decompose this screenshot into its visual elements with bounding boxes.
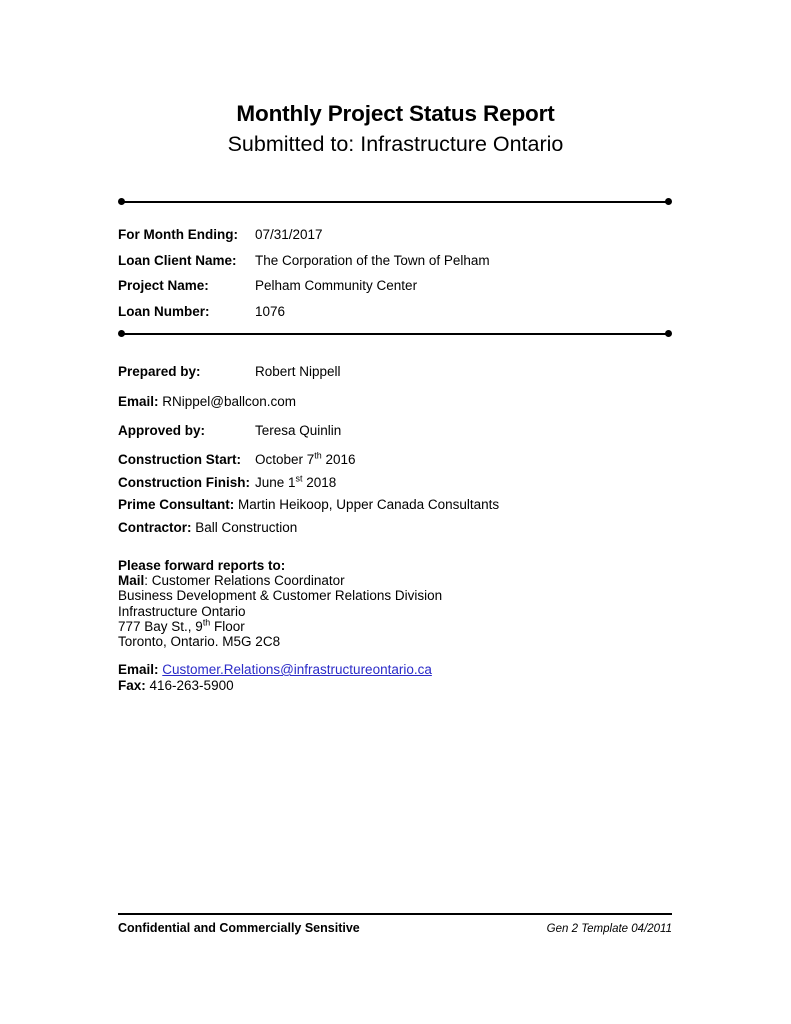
rule-line — [121, 333, 669, 335]
project-parties — [118, 497, 499, 542]
field-value — [255, 452, 356, 467]
footer-confidentiality-notice: Confidential and Commercially Sensitive — [118, 921, 360, 935]
divider-rule-bottom — [118, 330, 672, 339]
page-subtitle: Submitted to: Infrastructure Ontario — [227, 132, 564, 156]
field-label: Fax: — [118, 677, 146, 693]
submitter-details — [118, 364, 718, 453]
field-label: Construction Start: — [118, 452, 241, 467]
field-label: Prepared by: — [118, 364, 201, 379]
field-value: : Customer Relations Coordinator — [144, 573, 345, 589]
field-value: Robert Nippell — [255, 364, 341, 379]
forward-reports-address — [118, 558, 442, 649]
field-value: 07/31/2017 — [255, 227, 323, 242]
construction-dates — [118, 452, 356, 497]
date-year: 2016 — [321, 452, 356, 467]
field-row-construction-start — [118, 452, 356, 475]
date-month-day: June 1 — [255, 474, 296, 490]
field-row-prime-consultant — [118, 497, 499, 520]
field-value: RNippel@ballcon.com — [162, 393, 297, 409]
forward-organization-line: Infrastructure Ontario — [118, 603, 246, 619]
page-title: Monthly Project Status Report — [236, 101, 555, 126]
date-ordinal-suffix: st — [295, 473, 303, 483]
date-month-day: October 7 — [255, 452, 315, 467]
field-value: Pelham Community Center — [255, 278, 418, 293]
rule-cap-right-icon — [665, 198, 672, 205]
contact-email-line — [118, 662, 432, 678]
field-label: Prime Consultant: — [118, 497, 235, 512]
field-label: Loan Number: — [118, 303, 210, 319]
field-value — [255, 475, 336, 490]
contact-details — [118, 662, 432, 693]
field-value: 1076 — [255, 303, 286, 319]
email-link[interactable]: Customer.Relations@infrastructureontario.ca — [162, 662, 432, 677]
footer-template-version: Gen 2 Template 04/2011 — [546, 923, 672, 935]
field-label: For Month Ending: — [118, 227, 238, 242]
page-footer — [118, 921, 672, 935]
field-label: Construction Finish: — [118, 474, 250, 490]
date-year: 2018 — [302, 474, 337, 490]
forward-city-line: Toronto, Ontario. M5G 2C8 — [118, 634, 281, 650]
footer-divider — [118, 913, 672, 915]
field-label: Approved by: — [118, 423, 206, 438]
rule-line — [121, 201, 669, 203]
field-row-construction-finish — [118, 475, 356, 498]
field-row-project-name — [118, 278, 678, 304]
date-ordinal-suffix: th — [314, 450, 322, 461]
field-row-approved-by — [118, 423, 718, 453]
floor-ordinal-suffix: th — [202, 617, 211, 628]
field-row-submitter-email — [118, 394, 718, 424]
field-value: The Corporation of the Town of Pelham — [255, 252, 490, 268]
field-label: Mail — [118, 573, 145, 589]
field-value: Teresa Quinlin — [255, 423, 342, 438]
field-value: 416-263-5900 — [145, 677, 234, 693]
divider-rule-top — [118, 198, 672, 207]
forward-mail-line — [118, 573, 442, 588]
contact-fax-line — [118, 678, 432, 694]
field-row-loan-number — [118, 304, 678, 330]
field-row-contractor — [118, 520, 499, 543]
field-row-month-ending — [118, 227, 678, 253]
forward-heading: Please forward reports to: — [118, 558, 286, 573]
field-label: Email: — [118, 662, 159, 677]
field-label: Project Name: — [118, 278, 209, 293]
floor-label: Floor — [210, 618, 245, 634]
street-address-part: 777 Bay St., 9 — [118, 618, 203, 634]
field-label: Email: — [118, 393, 159, 409]
project-identification-fields — [118, 227, 678, 329]
field-label: Loan Client Name: — [118, 252, 237, 268]
rule-cap-right-icon — [665, 330, 672, 337]
document-header — [0, 100, 791, 158]
field-value: Martin Heikoop, Upper Canada Consultants — [234, 497, 500, 512]
field-label: Contractor: — [118, 519, 192, 535]
field-row-prepared-by — [118, 364, 718, 394]
field-row-loan-client-name — [118, 253, 678, 279]
forward-street-line — [118, 619, 442, 634]
field-value: Ball Construction — [191, 519, 298, 535]
forward-division-line: Business Development & Customer Relations Division — [118, 588, 443, 604]
